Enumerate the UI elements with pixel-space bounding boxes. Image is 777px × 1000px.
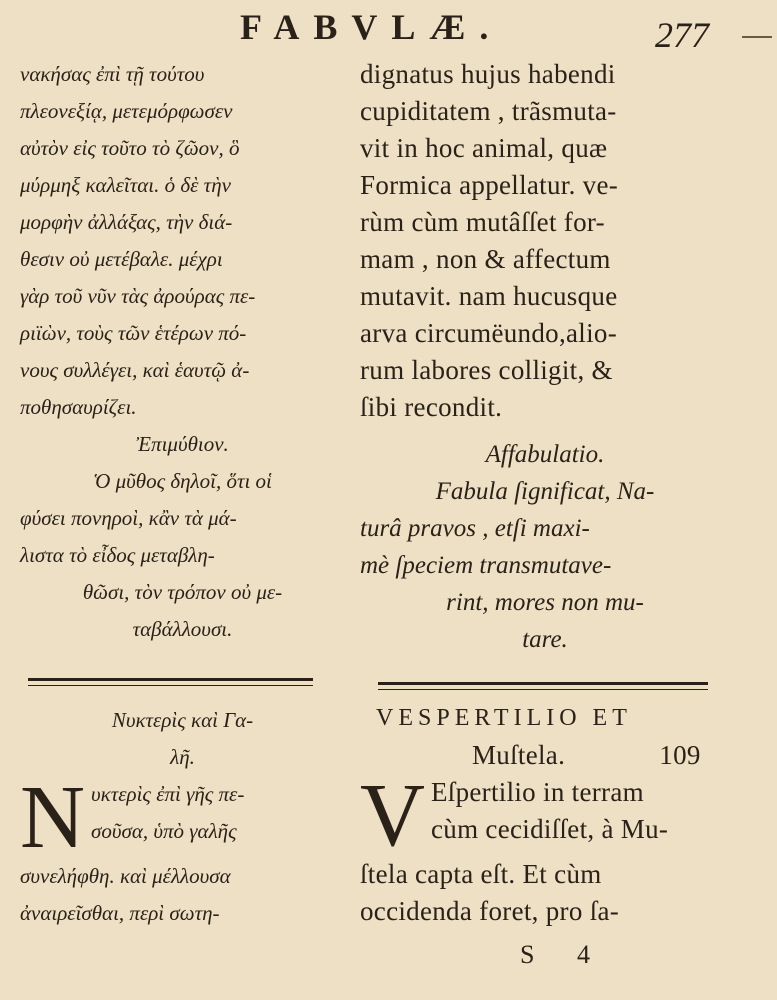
greek-line: νακήσας ἐπὶ τῇ τούτου: [20, 62, 205, 86]
greek-line: νους συλλέγει, καὶ ἑαυτῷ ἀ-: [20, 358, 250, 382]
epimythium-line: φύσει πονηροὶ, κἂν τὰ μά-: [20, 506, 237, 530]
latin-line: ſtela capta eſt. Et cùm: [360, 859, 602, 889]
greek-line: αὐτὸν εἰς τοῦτο τὸ ζῶον, ὃ: [20, 136, 240, 160]
running-head: FABVLÆ.: [240, 7, 503, 47]
epimythium-line: Ὁ μῦθος δηλοῖ, ὅτι οἱ: [93, 469, 272, 493]
latin-line: cùm cecidiſſet, à Mu-: [431, 814, 669, 844]
latin-line: dignatus hujus habendi: [360, 59, 616, 89]
greek-line: γὰρ τοῦ νῦν τὰς ἀρούρας πε-: [20, 284, 256, 308]
latin-line: arva circumëundo,alio-: [360, 318, 617, 348]
fable-number: 109: [659, 740, 701, 770]
greek-line: ποθησαυρίζει.: [20, 395, 137, 419]
next-fable-title-greek: λῆ.: [170, 745, 195, 769]
greek-next-fable: [20, 702, 345, 932]
affabulatio-line: Fabula ſignificat, Na-: [435, 478, 655, 505]
affabulatio-title: Affabulatio.: [485, 441, 605, 468]
latin-line: mutavit. nam hucusque: [360, 281, 618, 311]
latin-line: ſibi recondit.: [360, 392, 503, 422]
signature-mark: S 4: [520, 940, 608, 969]
latin-next-fable: [360, 700, 730, 930]
next-fable-title-word: Muſtela.: [472, 740, 566, 770]
latin-line: rum labores colligit, &: [360, 355, 613, 385]
greek-line: μύρμηξ καλεῖται. ὁ δὲ τὴν: [20, 173, 231, 197]
latin-line: Formica appellatur. ve-: [360, 170, 619, 200]
latin-line: rùm cùm mutâſſet for-: [360, 207, 605, 237]
epimythium-title: Ἐπιμύθιον.: [136, 432, 229, 456]
section-rule-left: [28, 678, 313, 681]
page-edge-mark: [742, 36, 772, 38]
epimythium-line: ταβάλλουσι.: [132, 617, 233, 641]
greek-line: ριϊὼν, τοὺς τῶν ἑτέρων πό-: [20, 321, 247, 345]
next-fable-title-greek: Νυκτερὶς καὶ Γα-: [111, 708, 254, 732]
dropcap-greek: N: [20, 768, 85, 867]
greek-line: ἀναιρεῖσθαι, περὶ σωτη-: [20, 901, 220, 925]
latin-line: occidenda foret, pro ſa-: [360, 896, 620, 926]
affabulatio-line: tare.: [522, 626, 568, 653]
latin-line: Eſpertilio in terram: [431, 777, 644, 807]
section-rule-right: [378, 682, 708, 685]
greek-line: πλεονεξίᾳ, μετεμόρφωσεν: [20, 99, 233, 123]
latin-line: cupiditatem , trãsmuta-: [360, 96, 617, 126]
section-rule-right-thin: [378, 689, 708, 690]
affabulatio-line: mè ſpeciem transmutave-: [360, 552, 612, 579]
affabulatio-line: rint, mores non mu-: [446, 589, 644, 616]
greek-line: μορφὴν ἀλλάξας, τὴν διά-: [20, 210, 233, 234]
page-number: 277: [655, 15, 709, 55]
dropcap-latin: V: [360, 766, 425, 865]
affabulatio-line: turâ pravos , etſi maxi-: [360, 515, 590, 542]
section-rule-left-thin: [28, 685, 313, 686]
epimythium-line: θῶσι, τὸν τρόπον οὐ με-: [82, 580, 283, 604]
latin-line: mam , non & affectum: [360, 244, 611, 274]
latin-column: [360, 56, 730, 658]
greek-line: υκτερὶς ἐπὶ γῆς πε-: [91, 782, 245, 806]
greek-line: συνελήφθη. καὶ μέλλουσα: [20, 864, 231, 888]
next-fable-title-latin: VESPERTILIO ET: [376, 705, 632, 731]
greek-line: σοῦσα, ὑπὸ γαλῆς: [91, 819, 237, 843]
greek-line: θεσιν οὐ μετέβαλε. μέχρι: [20, 247, 223, 271]
greek-column: [20, 56, 345, 648]
latin-line: vit in hoc animal, quæ: [360, 133, 608, 163]
epimythium-line: λιστα τὸ εἶδος μεταβλη-: [20, 543, 215, 567]
